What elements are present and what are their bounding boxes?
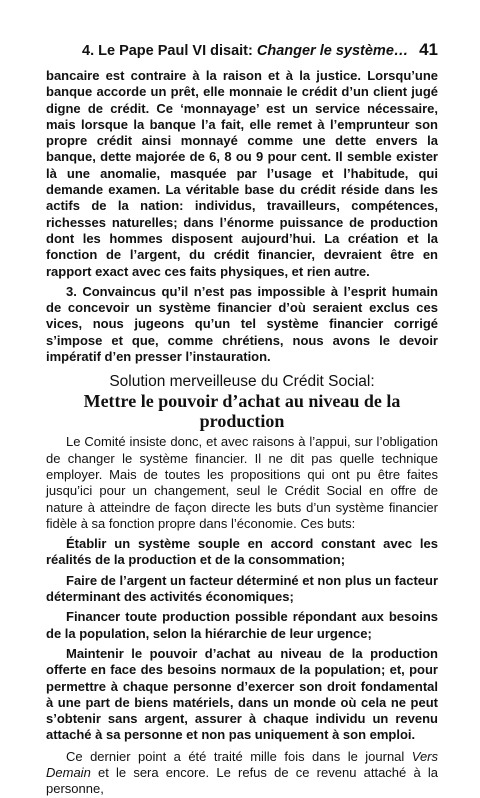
goal-item: Financer toute production possible répondant aux besoins de la population, selon la hiérarchie de leur urgence; bbox=[46, 609, 438, 641]
chapter-title-italic: Changer le système… bbox=[256, 43, 409, 59]
goal-item: Maintenir le pouvoir d’achat au niveau de la production offerte en face des besoins normaux de la population; et, pour permettre à chaque personne d’exercer son droit fondamental à une part de biens matériels, dans un monde où cela ne peut s’obtenir sans argent, assurer à chaque individu un revenu attaché à sa personne et non pas uniquement à son emploi. bbox=[46, 645, 438, 743]
page-number: 41 bbox=[419, 40, 438, 59]
chapter-title-prefix: 4. Le Pape Paul VI disait: bbox=[82, 43, 257, 59]
paragraph-2: 3. Convaincus qu’il n’est pas impossible à l’esprit humain de concevoir un système financier d’où seraient exclus ces vices, nous jugeons qu’un tel système financier corrigé s’impose et que, comme chrétiens, nous avons le devoir impératif d’en presser l’instauration. bbox=[46, 283, 438, 365]
running-header bbox=[46, 40, 438, 60]
paragraph-1: bancaire est contraire à la raison et à la justice. Lorsqu’une banque accorde un prêt, elle monnaie le crédit d’un client jugé digne de crédit. Ce ‘monnayage’ est un service nécessaire, mais lorsque la banque l’a fait, elle remet à l’emprunteur son propre crédit ainsi monnayé comme une dette envers la banque, dette majorée de 6, 8 ou 9 pour cent. Il semble exister là une anomalie, masquée par l’usage et l’habitude, qui demande examen. La véritable base du crédit réside dans les actifs de la nation: individus, travailleurs, compétences, richesses naturelles; dans l’énorme puissance de production dont les hommes disposent aujourd’hui. La création et la fonction de l’argent, du crédit financier, devraient être en rapport exact avec ces faits physiques, et rien autre. bbox=[46, 68, 438, 279]
chapter-title bbox=[46, 43, 408, 59]
journal-name: Vers Demain bbox=[46, 748, 438, 780]
book-page bbox=[46, 40, 438, 798]
goal-item: Faire de l’argent un facteur déterminé et non plus un facteur déterminant des activités économiques; bbox=[46, 572, 439, 605]
goal-item: Établir un système souple en accord constant avec les réalités de la production et de la consommation; bbox=[46, 536, 438, 568]
section-title: Solution merveilleuse du Crédit Social: bbox=[109, 373, 375, 391]
paragraph-3: Le Comité insiste donc, et avec raisons à l’appui, sur l’obligation de changer le système financier. Il ne dit pas quelle technique employer. Mais de toutes les propositions qui ont pu être faites jusqu’ici pour un changement, seul le Crédit Social en offre de nature à atteindre de façon directe les buts d’un système financier fidèle à sa fonction propre dans l’économie. Ces buts: bbox=[46, 434, 438, 531]
paragraph-4-text: Ce dernier point a été traité mille fois dans le journal bbox=[66, 748, 412, 764]
paragraph-4-text-end: et le sera encore. Le refus de ce revenu attaché à la personne, bbox=[46, 764, 438, 797]
section-subtitle: Mettre le pouvoir d’achat au niveau de la production bbox=[83, 391, 401, 432]
paragraph-4 bbox=[46, 749, 438, 798]
